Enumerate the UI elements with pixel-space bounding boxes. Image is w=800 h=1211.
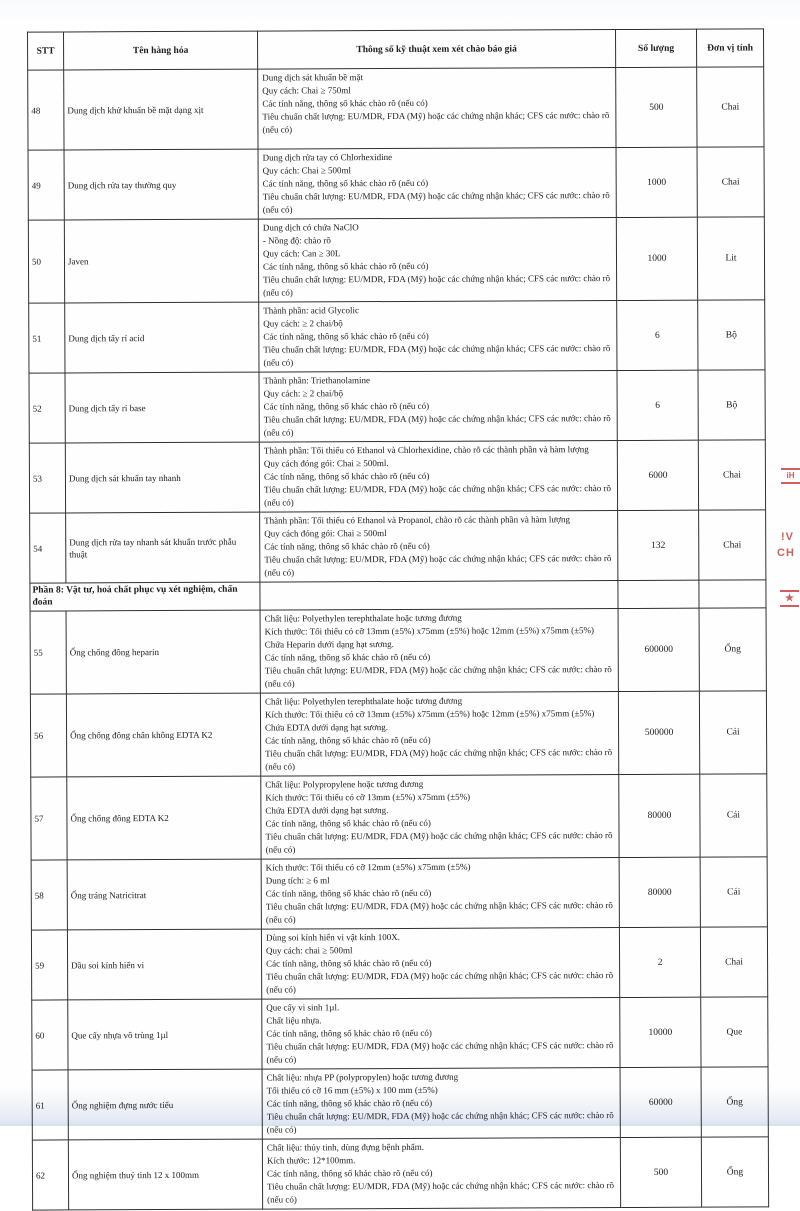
spec-line: Chứa Heparin dưới dạng hạt sương. [264,639,394,650]
spec-line: Tiêu chuẩn chất lượng: EU/MDR, FDA (Mỹ) hoặc các chứng nhận khác; CFS các nước: chào rõ (nếu có) [264,664,612,689]
row-product-name: Ống chống đông heparin [66,610,260,694]
spec-line: Tiêu chuẩn chất lượng: EU/MDR, FDA (Mỹ) hoặc các chứng nhận khác; CFS các nước: chào rõ (nếu có) [267,1180,615,1205]
spec-line: Quy cách: ≥ 2 chai/bộ [263,388,344,399]
spec-line: - Nồng độ: chào rõ [262,235,331,246]
table-row [29,300,765,373]
column-header-name: Tên hàng hóa [64,31,258,70]
spec-line: Các tính năng, thông số khác chào rõ (nếu có) [262,97,428,109]
row-specs [261,858,619,930]
spec-line: Các tính năng, thông số khác chào rõ (nếu có) [265,817,431,829]
row-quantity: 6000 [617,440,698,510]
section-header: Phần 8: Vật tư, hoá chất phục vụ xét nghiệm, chẩn đoán [30,582,260,611]
row-specs [258,68,616,150]
row-product-name: Dung dịch khử khuẩn bề mặt dạng xịt [64,69,258,150]
spec-line: Dung dịch sát khuẩn bề mặt [262,72,363,83]
red-stamp-fragment-middle [777,529,795,561]
row-unit: Chai [699,510,766,580]
row-stt: 57 [31,777,67,860]
row-stt: 55 [30,611,66,694]
stamp-line [780,605,799,607]
row-stt: 49 [28,150,64,220]
spec-line: Kích thước: Tối thiểu có cỡ 12mm (±5%) x75mm (±5%) [265,861,471,873]
table-row [30,608,766,694]
spec-line: Que cấy vi sinh 1µl. [266,1002,340,1013]
section-header-row [30,580,766,611]
row-unit: Ống [701,1137,768,1207]
row-specs [260,609,618,694]
row-quantity: 132 [618,510,699,580]
row-stt: 48 [28,70,64,150]
spec-line: Tiêu chuẩn chất lượng: EU/MDR, FDA (Mỹ) hoặc các chứng nhận khác; CFS các nước: chào rõ (nếu có) [262,110,610,135]
row-quantity: 80000 [619,857,700,927]
stamp-star-icon: ★ [785,593,794,604]
table-row [28,147,764,220]
stamp-line [781,468,800,470]
row-quantity: 80000 [619,774,700,857]
row-unit: Chai [697,67,764,147]
spec-line: Các tính năng, thông số khác chào rõ (nếu có) [264,540,430,552]
spec-line: Tiêu chuẩn chất lượng: EU/MDR, FDA (Mỹ) hoặc các chứng nhận khác; CFS các nước: chào rõ (nếu có) [263,273,611,298]
row-unit: Que [701,997,768,1067]
spec-line: Chất liệu: Polypropylene hoặc tương đương [265,778,424,790]
spec-line: Quy cách đóng gói: Chai ≥ 500ml. [263,458,389,469]
row-stt: 61 [32,1070,68,1140]
table-row [29,370,765,443]
row-specs [261,775,619,860]
row-stt: 62 [32,1140,68,1210]
row-stt: 54 [30,513,66,583]
row-quantity: 500 [620,1137,701,1207]
row-stt: 59 [31,930,67,1000]
row-specs [258,148,616,220]
row-unit: Ống [699,608,766,691]
row-quantity: 1000 [616,147,697,217]
spec-line: Tiêu chuẩn chất lượng: EU/MDR, FDA (Mỹ) hoặc các chứng nhận khác; CFS các nước: chào rõ (nếu có) [262,190,610,215]
column-header-unit: Đơn vị tính [696,29,763,67]
table-row [32,997,768,1070]
spec-line: Chất liệu nhựa. [266,1015,322,1026]
table-row [30,691,766,777]
section-empty-unit [699,580,766,608]
table-row [30,510,766,583]
spec-line: Chứa EDTA dưới dạng hạt sương. [265,722,388,733]
spec-line: Các tính năng, thông số khác chào rõ (nếu có) [264,651,431,663]
row-specs [262,998,620,1070]
stamp-text: iH [786,471,795,480]
row-unit: Bộ [698,370,765,440]
spec-line: Quy cách: Chai ≥ 750ml [262,85,351,96]
stamp-text: CH [777,547,795,559]
row-product-name: Dung dịch tẩy rỉ acid [65,302,259,373]
spec-line: Các tính năng, thông số khác chào rõ (nếu có) [266,1167,433,1179]
red-stamp-fragment-top [781,466,800,486]
spec-line: Quy cách đóng gói: Chai ≥ 500ml [264,528,387,539]
stamp-text: !V [781,531,794,543]
row-unit: Chai [697,147,764,217]
spec-line: Dung dịch có chứa NaClO [262,222,359,233]
spec-line: Tiêu chuẩn chất lượng: EU/MDR, FDA (Mỹ) hoặc các chứng nhận khác; CFS các nước: chào rõ (nếu có) [266,1110,614,1135]
column-header-qty: Số lượng [616,29,697,67]
spec-line: Các tính năng, thông số khác chào rõ (nếu có) [263,400,430,412]
row-product-name: Javen [64,219,258,303]
spec-line: Kích thước: Tối thiểu có cỡ 13mm (±5%) x75mm (±5%) hoặc 12mm (±5%) x75mm (±5%) [264,708,595,720]
stamp-line [781,482,800,484]
row-product-name: Ống chống đông EDTA K2 [67,776,261,860]
row-unit: Lit [697,217,764,300]
row-stt: 60 [32,1000,68,1070]
row-product-name: Ống nghiệm thuỷ tinh 12 x 100mm [68,1139,262,1210]
spec-line: Kích thước: Tối thiểu có cỡ 13mm (±5%) x75mm (±5%) hoặc 12mm (±5%) x75mm (±5%) [264,625,595,637]
spec-line: Các tính năng, thông số khác chào rõ (nếu có) [263,470,430,482]
row-unit: Cái [700,774,767,857]
table-row [28,67,764,150]
spec-line: Tiêu chuẩn chất lượng: EU/MDR, FDA (Mỹ) hoặc các chứng nhận khác; CFS các nước: chào rõ (nếu có) [266,970,614,995]
row-specs [260,692,618,777]
spec-line: Các tính năng, thông số khác chào rõ (nếu có) [263,330,429,342]
row-specs [262,1068,620,1140]
spec-line: Kích thước: 12*100mm. [266,1155,356,1166]
spec-line: Thành phần: Triethanolamine [263,375,371,386]
row-unit: Cái [699,691,766,774]
row-stt: 51 [29,303,65,373]
column-header-stt: STT [28,32,64,70]
row-quantity: 6 [617,300,698,370]
row-product-name: Dung dịch rửa tay thường quy [64,149,258,220]
spec-line: Các tính năng, thông số khác chào rõ (nếu có) [266,1097,433,1109]
row-product-name: Dầu soi kính hiển vi [67,929,261,1000]
spec-line: Chất liệu: thủy tinh, dùng đựng bệnh phẩm. [266,1141,425,1153]
spec-line: Quy cách: Can ≥ 30L [262,248,341,259]
spec-line: Các tính năng, thông số khác chào rõ (nếu có) [265,734,431,746]
spec-line: Các tính năng, thông số khác chào rõ (nếu có) [263,260,429,272]
row-specs [260,511,618,583]
row-quantity: 60000 [620,1067,701,1137]
row-specs [259,371,617,443]
row-quantity: 1000 [616,217,697,300]
table-row [29,440,765,513]
spec-line: Chất liệu: Polyethylen terephthalate hoặc tương đương [264,612,462,624]
spec-line: Quy cách: Chai ≥ 500ml [262,165,352,176]
row-unit: Cái [700,857,767,927]
spec-line: Quy cách: ≥ 2 chai/bộ [263,318,343,329]
table-row [31,774,767,860]
spec-line: Thành phần: Tối thiểu có Ethanol và Chlorhexidine, chào rõ các thành phần và hàm lượng [263,444,589,456]
row-unit: Chai [698,440,765,510]
table-row [31,927,767,1000]
spec-line: Chất liệu: nhựa PP (polypropylen) hoặc tương đương [266,1071,459,1083]
spec-line: Tiêu chuẩn chất lượng: EU/MDR, FDA (Mỹ) hoặc các chứng nhận khác; CFS các nước: chào rõ (nếu có) [263,343,611,368]
spec-line: Dùng soi kính hiển vi vật kính 100X. [265,931,400,943]
spec-line: Tiêu chuẩn chất lượng: EU/MDR, FDA (Mỹ) hoặc các chứng nhận khác; CFS các nước: chào rõ (nếu có) [264,553,612,578]
row-product-name: Dung dịch sát khuẩn tay nhanh [65,442,259,513]
spec-line: Tiêu chuẩn chất lượng: EU/MDR, FDA (Mỹ) hoặc các chứng nhận khác; CFS các nước: chào rõ (nếu có) [263,413,611,438]
column-header-spec: Thông số kỹ thuật xem xét chào báo giá [258,30,616,70]
spec-line: Dung tích: ≥ 6 ml [265,875,330,886]
row-stt: 53 [29,443,65,513]
row-stt: 52 [29,373,65,443]
row-quantity: 500000 [618,691,699,774]
table-row [28,217,764,303]
spec-line: Dung dịch rửa tay có Chlorhexidine [262,152,393,163]
row-stt: 58 [31,860,67,930]
table-header-row [28,29,764,70]
row-specs [259,441,617,513]
row-stt: 50 [28,220,64,303]
spec-line: Tiêu chuẩn chất lượng: EU/MDR, FDA (Mỹ) hoặc các chứng nhận khác; CFS các nước: chào rõ (nếu có) [265,830,613,855]
row-quantity: 500 [616,67,697,147]
row-specs [262,1138,620,1210]
row-product-name: Ống tráng Natricitrat [67,859,261,930]
row-specs [261,928,619,1000]
spec-line: Tối thiểu có cỡ 16 mm (±5%) x 100 mm (±5%) [266,1084,438,1096]
row-quantity: 600000 [618,608,699,691]
spec-line: Tiêu chuẩn chất lượng: EU/MDR, FDA (Mỹ) hoặc các chứng nhận khác; CFS các nước: chào rõ (nếu có) [263,483,612,508]
red-stamp-fragment-star [780,588,799,609]
row-unit: Bộ [698,300,765,370]
row-product-name: Dung dịch tẩy rỉ base [65,372,259,443]
row-quantity: 6 [617,370,698,440]
spec-line: Tiêu chuẩn chất lượng: EU/MDR, FDA (Mỹ) hoặc các chứng nhận khác; CFS các nước: chào rõ (nếu có) [266,1040,614,1065]
row-product-name: Dung dịch rửa tay nhanh sát khuẩn trước phẫu thuật [66,512,260,583]
spec-line: Tiêu chuẩn chất lượng: EU/MDR, FDA (Mỹ) hoặc các chứng nhận khác; CFS các nước: chào rõ (nếu có) [265,900,613,925]
row-specs [258,218,616,303]
row-product-name: Ống nghiệm đựng nước tiểu [68,1069,262,1140]
row-specs [259,301,617,373]
section-empty-spec [260,581,618,611]
row-stt: 56 [30,694,66,777]
row-product-name: Ống chống đông chân không EDTA K2 [66,693,260,777]
spec-line: Thành phần: Tối thiểu có Ethanol và Propanol, chào rõ các thành phần và hàm lượng [264,514,571,526]
table-row [32,1067,768,1140]
scanned-page [27,28,768,1210]
row-unit: Chai [700,927,767,997]
spec-line: Các tính năng, thông số khác chào rõ (nếu có) [265,887,432,899]
row-unit: Ống [701,1067,768,1137]
spec-line: Các tính năng, thông số khác chào rõ (nếu có) [266,957,432,969]
row-quantity: 10000 [620,997,701,1067]
spec-line: Các tính năng, thông số khác chào rõ (nếu có) [266,1027,432,1039]
procurement-table [27,28,769,1210]
spec-line: Thành phần: acid Glycolic [263,305,359,316]
spec-line: Chất liệu: Polyethylen terephthalate hoặc tương đương [264,695,463,707]
spec-line: Quy cách: chai ≥ 500ml [265,945,353,956]
table-row [32,1137,768,1210]
spec-line: Tiêu chuẩn chất lượng: EU/MDR, FDA (Mỹ) hoặc các chứng nhận khác; CFS các nước: chào rõ (nếu có) [265,747,613,772]
row-quantity: 2 [619,927,700,997]
table-row [31,857,767,930]
spec-line: Các tính năng, thông số khác chào rõ (nếu có) [262,177,429,189]
stamp-line [780,590,799,592]
spec-line: Kích thước: Tối thiểu có cỡ 13mm (±5%) x75mm (±5%) [265,791,471,803]
spec-line: Chứa EDTA dưới dạng hạt sương. [265,805,389,816]
row-product-name: Que cấy nhựa vô trùng 1µl [68,999,262,1070]
section-empty-qty [618,580,699,608]
